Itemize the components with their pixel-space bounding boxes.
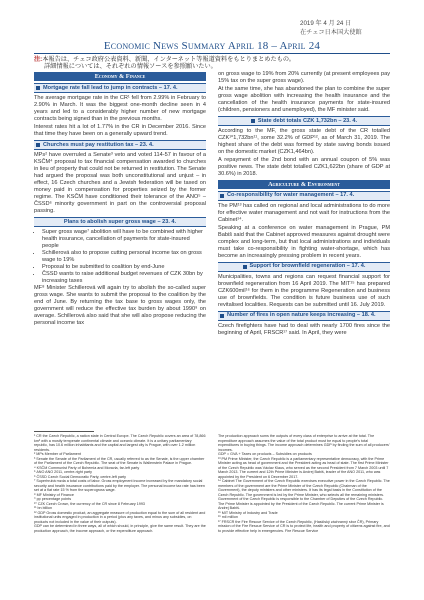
article-title: Support for brownfield regeneration – 17. 4.: [249, 263, 366, 270]
footnote: ¹⁴ Cabinet The Government of the Czech Republic exercises executive power in the Czech Republic. The members of the government are the Prime Minister of the Czech Republic (Chairman of the Government), the deputy ministers and other ministers. It has its legal basis in the Constitution of the Czech Republic. The government is led by the Prime Minister, who selects all the remaining ministers. Government of the Czech Republic is responsible to the Chamber of Deputies of the Czech Republic. The Prime Minister is appointed by the President of the Czech Republic. The current Prime Minister is Andrej Babiš.: [218, 479, 390, 510]
article-paragraph: According to the MF, the gross state debt of the CR totalled CZK¹⁰1,732bn¹¹, some 32.2% of GDP¹², as of March 31, 2019. The highest share of the debt was formed by state saving bonds issued on the domestic market (CZK1,464bn).: [218, 128, 390, 156]
bullet-list: [34, 229, 206, 285]
footnote: ⁴ KSČM Communist Party of Bohemia and Moravia, far-left party: [34, 465, 140, 470]
header-date: 2019 年 4 月 24 日: [300, 20, 352, 27]
article-paragraph: Municipalities, towns and regions can request financial support for brownfield regeneration from 16 April 2019. The MIT¹⁵ has prepared CZK600mil¹⁶ for them in the programme Regeneration and business use of brownfields. The condition is future business use of such revitalised localities. Requests can be submitted until 16. July 2019.: [218, 273, 390, 308]
article-header-restitution-tax: [34, 140, 206, 150]
list-item: • Proposal to be submitted to coalition by end-June: [42, 264, 206, 271]
article-title: Mortgage rate fall lead to jump in contracts – 17. 4.: [43, 84, 178, 91]
article-title: Co-responsibility for water management – 17. 4.: [227, 192, 355, 199]
footnote: ¹⁰ CZK Czech Crown, the currency of the CR since 8 February 1993: [34, 501, 145, 506]
header-organization: 在チェコ日本国大使館: [300, 29, 362, 36]
article-header-water-management: [218, 191, 390, 201]
square-bullet-icon: [251, 119, 255, 123]
article-header-fires: [218, 311, 390, 321]
list-item: • ČSSD wants to raise additional budget revenues of CZK 30bn by increasing taxes: [42, 271, 206, 285]
footnotes-left: [34, 434, 206, 533]
footnote: ⁸ MF Ministry of Finance: [34, 492, 74, 497]
square-bullet-icon: [220, 194, 224, 198]
article-title: Churches must pay restitution tax – 23. 4.: [43, 141, 154, 148]
footnote: ³ Senate the Senate of the Parliament of the CR, usually referred to as the Senate, is the upper chamber of the Parliament of the Czech Republic. The seat of the Senate is Wallenstein Palace in Prague.: [34, 456, 205, 465]
article-paragraph: A repayment of the 2nd bond with an annual coupon of 5% was positive news. The state debt totalled CZK1,622bn (share of GDP at 30.6%) in 2018.: [218, 157, 390, 178]
footnote: ¹⁷ FRSCR the Fire Rescue Service of the Czech Republic, (Hasičský záchranný sbor ČR), Primary mission of the Fire Rescue Service of CR is to protect life, health and property of citizens against fire, and to provide effective help in emergencies. Fire Rescue Service: [218, 519, 390, 533]
article-paragraph: on gross wage to 19% from 20% currently (at present employees pay 15% tax on the super gross wage).: [218, 71, 390, 84]
footnote: ¹¹ bn billion: [34, 506, 53, 510]
section-header-agriculture-environment: Agriculture & Environment: [218, 180, 390, 189]
article-paragraph: MPs² have overruled a Senate³ veto and voted 114-57 in favour of a KSČM⁴ proposal to tax financial compensation awarded to churches in lieu of property that could not be returned in restitution. The Senate had argued the proposal was both unconstitutional and unjust – in effect, 16 Czech churches and a Jewish federation will be taxed on money paid in compensation for properties seized by the former regime. The KSČM have conditioned their tolerance of the ANO⁵ – ČSSD⁶ minority government in part on the controversial proposal passing.: [34, 152, 206, 215]
footnote: ¹ CR the Czech Republic, a nation state in Central Europe. The Czech Republic covers an area of 78,866 km² with a mostly temperate continental climate and oceanic climate. It is a unitary parliamentary republic, has 10.6 million inhabitants and the capital and largest city is Prague, with over 1.2 million residents.: [34, 434, 206, 452]
intro-line-1-text: 本報告は、チェコ政府公表資料、新聞、インターネット等報道資料をもとりまとめたもの。: [42, 56, 295, 63]
article-paragraph: Speaking at a conference on water management in Prague, PM Babiš said that the Cabinet approved measures against drought were complex and long-term, but that local administrations and individuals must take co-responsibility in fighting water-shortage, which has become an increasingly pressing problem in recent years.: [218, 224, 390, 259]
article-header-state-debt: [218, 116, 390, 126]
footnote: ¹³ PM Prime Minister, the Czech Republic is a parliamentary representative democracy, with the Prime Minister acting as head of government and the President acting as head of state. The first Prime Minister of the Czech Republic was Václav Klaus, who served as the second President from 7 March 2003 until 7 March 2013. The current and 12th Prime Minister is Andrej Babiš, leader of the ANO 2011, who was appointed by the President on 6 December 2017.: [218, 456, 389, 479]
footnote: ⁶ ČSSD Czech Social Democratic Party, centre-left party: [34, 474, 127, 479]
square-bullet-icon: [220, 314, 224, 318]
article-paragraph: At the same time, she has abandoned the plan to combine the super gross wage abolition with increasing the health insurance and the cancellation of the health insurance payments for state-insured (children, pensioners and unemployed), the MF minister said.: [218, 86, 390, 114]
intro-note-prefix: 注:: [34, 56, 43, 63]
page-title: Economic News Summary April 18 – April 24: [103, 40, 321, 52]
footnote: GDP = GVA + Taxes on products – Subsidies on products: [218, 452, 312, 456]
article-paragraph: The PM¹³ has called on regional and local administrations to do more for effective water management and not wait for instructions from the Cabinet¹⁴.: [218, 202, 390, 223]
footnote: ⁹ pp percentage points: [34, 497, 72, 501]
footnote: ¹² GDP Gross domestic product, an aggregate measure of production equal to the sum of all resident and institutional units engaged in production in a period (plus any taxes, and minus any subsidies, on products not included in the value of their outputs).: [34, 510, 206, 524]
footnotes-right: [218, 434, 390, 533]
list-item: • Super gross wage⁷ abolition will have to be combined with higher health insurance, cancellation of payments for state-insured people: [42, 229, 206, 250]
square-bullet-icon: [36, 143, 40, 147]
article-paragraph: Czech firefighters have had to deal with nearly 1700 fires since the beginning of April, FRSCR¹⁷ said. In April, they were: [218, 322, 390, 336]
footnote: ¹⁵ MIT Ministry of Industry and Trade: [218, 510, 278, 515]
footnote: ² MPs Member of Parliament: [34, 452, 81, 456]
square-bullet-icon: [36, 86, 40, 90]
footnote-divider: [34, 431, 94, 432]
article-paragraph: The average mortgage rate in the CR¹ fell from 2.99% in February to 2.90% in March. It was the biggest one-month decline seen in 4 years and led to a considerably higher number of new mortgage contracts being signed than in the previous months.: [34, 95, 206, 122]
left-column: [34, 71, 206, 328]
article-title: State debt totals CZK 1,732bn – 23. 4.: [257, 117, 358, 124]
footnote: ¹⁶ mil million: [218, 515, 238, 519]
right-column: [218, 71, 390, 338]
article-title: Number of fires in open nature keeps increasing – 18. 4.: [227, 312, 376, 319]
article-header-mortgage: [34, 83, 206, 93]
section-header-economy-finance: Economy & Finance: [34, 72, 206, 81]
footnote: GDP can be determined in three ways, all of which should, in principle, give the same result. They are the production approach, the income approach, or the expenditure approach.: [34, 524, 206, 533]
article-paragraph: MF⁸ Minister Schillerová will again try to abolish the so-called super gross wage. She wants to submit the proposal to the coalition by the end of June. By returning the tax base to gross wages only, the government will reduce the effective tax burden by about 1990⁹ on average. Schillerová also said that she will also propose reducing the personal income tax: [34, 285, 206, 327]
footnote: ⁷ Superhrubá mzda a total costs of labor. Gross employment income increased by the mandatory social security and health insurance contributions paid by the employer. The personal income tax rate has been set at a flat rate 15 % from the superogross wage.: [34, 479, 205, 492]
article-header-super-gross-wage: [34, 217, 206, 227]
article-header-brownfield: [218, 262, 390, 272]
footnote: The production approach sums the outputs of every class of enterprise to arrive at the total. The expenditure approach assumes the value of the total product must be equal to people's total expenditures in buying things. The income approach determines GDP by finding the sum of all producers' incomes.: [218, 434, 390, 452]
article-paragraph: Interest rates hit a lot of 1.77% in the CR in December 2016. Since that time they have been on a generally upward trend.: [34, 124, 206, 138]
footnote: ⁵ ANO ANO 2011, centre-right party: [34, 470, 93, 474]
list-item: • Schillerová also to propose cutting personal income tax on gross wage to 19%: [42, 250, 206, 264]
title-divider: [34, 53, 390, 54]
article-title: Plans to abolish super gross wage – 23. 4.: [63, 218, 177, 225]
intro-note: [34, 56, 390, 71]
square-bullet-icon: [243, 265, 247, 269]
intro-line-2: 詳細情報については、それぞれの情報ソースを参照願いたい。: [44, 63, 217, 71]
